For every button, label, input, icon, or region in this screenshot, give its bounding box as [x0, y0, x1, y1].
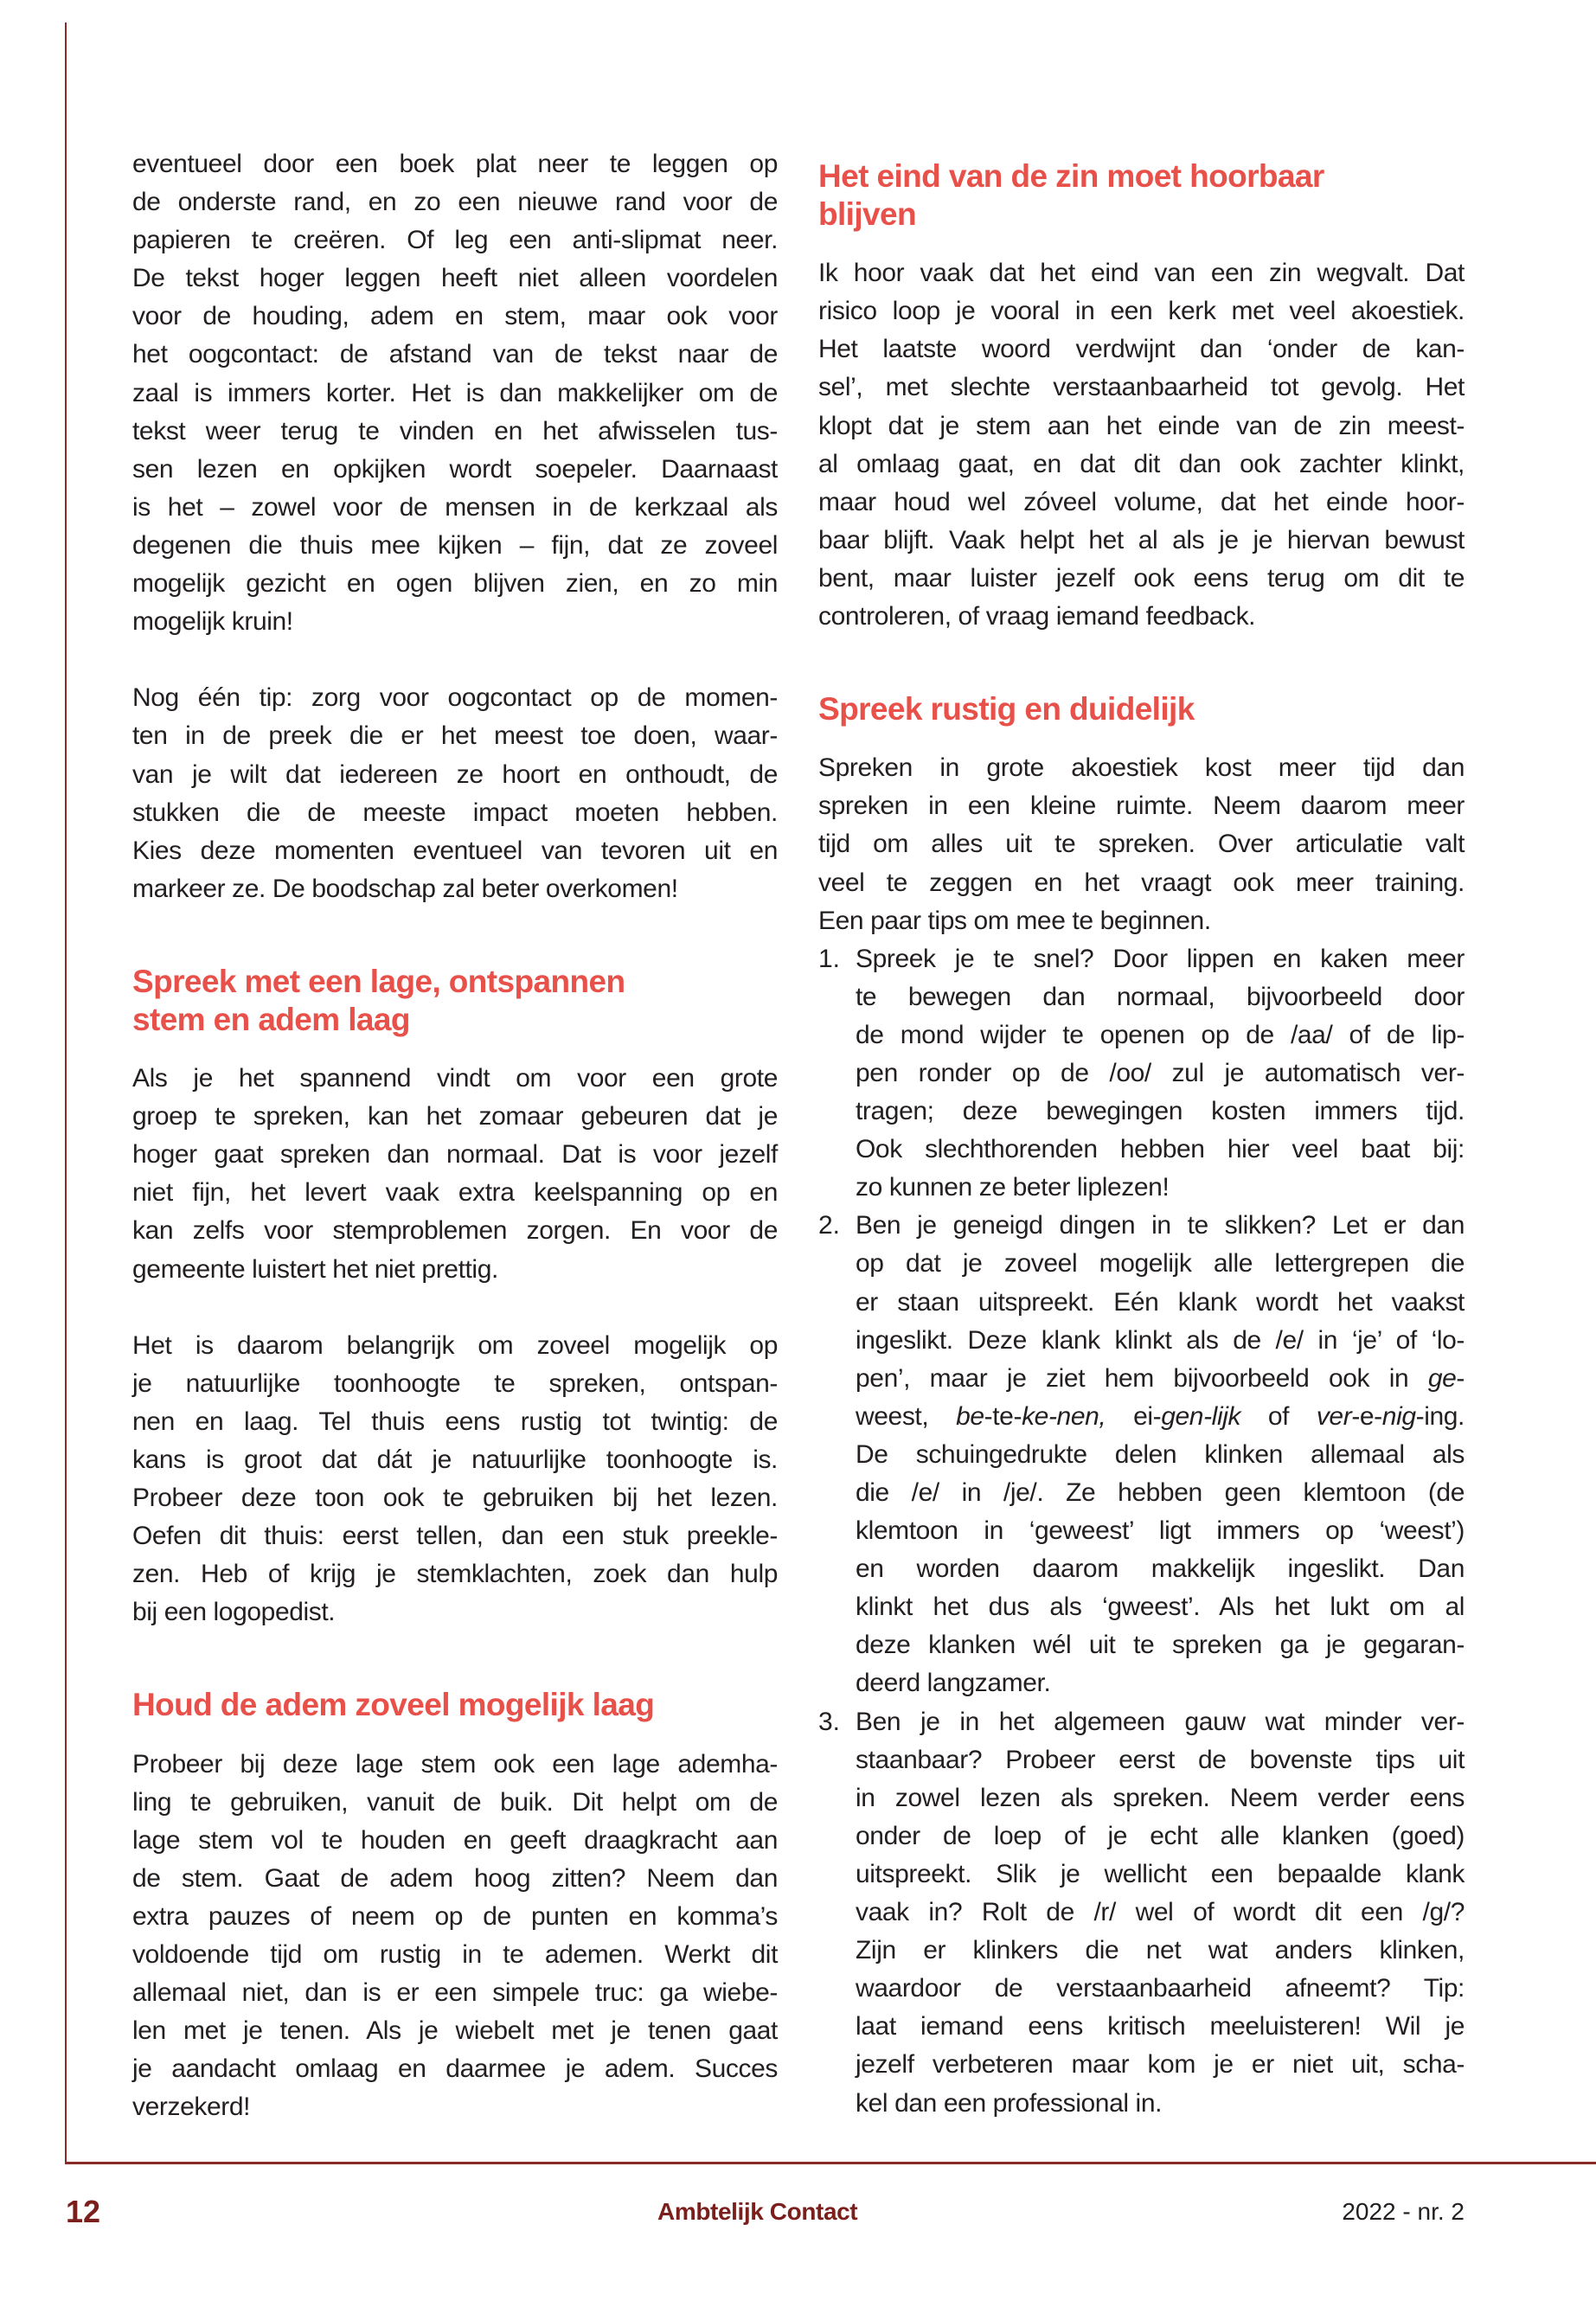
numbered-list	[818, 940, 1465, 2123]
text-line: tijd om alles uit te spreken. Over articulatie valt	[818, 830, 1465, 859]
text-line: spreken in een kleine ruimte. Neem daarom meer	[818, 792, 1465, 821]
italic-segment: be	[956, 1401, 984, 1431]
text-line: pen ronder op de /oo/ zul je automatisch ver-	[856, 1058, 1465, 1087]
paragraph	[132, 679, 778, 908]
text-line: Het laatste woord verdwijnt dan ‘onder de kan-	[818, 335, 1465, 364]
text-line: mogelijk gezicht en ogen blijven zien, en zo min	[132, 569, 778, 599]
text-line: De schuingedrukte delen klinken allemaal als	[856, 1439, 1465, 1469]
right-column	[818, 145, 1465, 2123]
text-line: verzekerd!	[132, 2093, 251, 2122]
list-item	[818, 1207, 1465, 1702]
text-line: deze klanken wél uit te spreken ga je gegaran-	[856, 1631, 1465, 1660]
text-line: staanbaar? Probeer eerst de bovenste tips uit	[856, 1745, 1465, 1774]
text-line: allemaal niet, dan is er een simpele truc: ga wiebe-	[132, 1978, 778, 2008]
paragraph	[132, 1327, 778, 1632]
text-line: laat iemand eens kritisch meeluisteren! Wil je	[856, 2012, 1465, 2041]
text-segment: weest,	[856, 1401, 957, 1431]
left-column	[132, 145, 778, 2127]
text-line: zen. Heb of krijg je stemklachten, zoek dan hulp	[132, 1560, 778, 1589]
italic-segment: ver	[1316, 1401, 1352, 1431]
text-line: eventueel door een boek plat neer te leggen op	[132, 150, 778, 178]
text-line: nen en laag. Tel thuis eens rustig tot twintig: de	[132, 1407, 778, 1436]
text-line: ling te gebruiken, vanuit de buik. Dit helpt om de	[132, 1787, 778, 1817]
text-line: die /e/ in /je/. Ze hebben geen klemtoon (de	[856, 1478, 1465, 1507]
text-line: Ben je in het algemeen gauw wat minder ver-	[856, 1707, 1465, 1736]
text-line: tekst weer terug te vinden en het afwisselen tus-	[132, 416, 778, 445]
list-number: 2.	[818, 1211, 841, 1240]
text-line: tragen; deze bewegingen kosten immers tijd.	[856, 1097, 1465, 1126]
section-heading	[132, 1686, 778, 1724]
text-segment: ei-	[1106, 1401, 1162, 1431]
text-line: papieren te creëren. Of leg een anti-slipmat neer.	[132, 226, 778, 255]
text-line: Spreken in grote akoestiek kost meer tijd dan	[818, 753, 1465, 783]
text-segment: pen’, maar je ziet hem bijvoorbeeld ook in	[856, 1363, 1428, 1393]
list-item	[818, 940, 1465, 1208]
magazine-title: Ambtelijk Contact	[657, 2198, 858, 2225]
text-line: in zowel lezen als spreken. Neem verder eens	[856, 1783, 1465, 1812]
text-line: sel’, met slechte verstaanbaarheid tot gevolg. Het	[818, 373, 1465, 402]
text-line: maar houd wel zóveel volume, dat het einde hoor-	[818, 487, 1465, 516]
text-line: risico loop je vooral in een kerk met veel akoestiek.	[818, 297, 1465, 326]
text-line: markeer ze. De boodschap zal beter overkomen!	[132, 874, 678, 903]
text-line: ten in de preek die er het meest toe doen, waar-	[132, 721, 778, 751]
text-line: Nog één tip: zorg voor oogcontact op de momen-	[132, 683, 778, 713]
italic-segment: gen-lijk	[1161, 1401, 1241, 1431]
text-line: en worden daarom makkelijk ingeslikt. Dan	[856, 1554, 1465, 1584]
section-heading	[818, 157, 1465, 234]
text-segment: of	[1240, 1401, 1317, 1431]
text-line: er staan uitspreekt. Eén klank wordt het vaakst	[856, 1287, 1465, 1317]
text-line: te bewegen dan normaal, bijvoorbeeld door	[856, 982, 1465, 1011]
text-line: Ben je geneigd dingen in te slikken? Let er dan	[856, 1211, 1465, 1240]
text-line: Een paar tips om mee te beginnen.	[818, 906, 1211, 935]
heading-line: Spreek met een lage, ontspannen	[132, 963, 625, 999]
text-line: waardoor de verstaanbaarheid afneemt? Tip:	[856, 1974, 1465, 2003]
text-line: is het – zowel voor de mensen in de kerkzaal als	[132, 492, 778, 522]
text-line: jezelf verbeteren maar kom je er niet uit, scha-	[856, 2050, 1465, 2080]
text-line: controleren, of vraag iemand feedback.	[818, 602, 1256, 631]
text-line	[856, 1398, 1465, 1436]
text-line: onder de loep of je echt alle klanken (goed)	[856, 1821, 1465, 1850]
text-line: len met je tenen. Als je wiebelt met je tenen gaat	[132, 2016, 778, 2046]
heading-line: Spreek rustig en duidelijk	[818, 691, 1195, 727]
heading-line: stem en adem laag	[132, 1001, 410, 1037]
italic-segment: nig	[1381, 1401, 1416, 1431]
text-line: je aandacht omlaag en daarmee je adem. Succes	[132, 2054, 778, 2084]
paragraph	[132, 1746, 778, 2127]
text-line: voldoende tijd om rustig in te ademen. Werkt dit	[132, 1940, 778, 1970]
text-line: veel te zeggen en het vraagt ook meer training.	[818, 868, 1465, 897]
heading-line: blijven	[818, 196, 916, 233]
paragraph	[818, 254, 1465, 636]
text-line: De tekst hoger leggen heeft niet alleen voordelen	[132, 264, 778, 293]
text-segment: -e-	[1351, 1401, 1382, 1431]
left-margin-rule	[65, 22, 67, 2163]
text-line: Spreek je te snel? Door lippen en kaken meer	[856, 944, 1465, 973]
text-line: niet fijn, het levert vaak extra keelspanning op en	[132, 1178, 778, 1208]
text-line: kan zelfs voor stemproblemen zorgen. En voor de	[132, 1216, 778, 1246]
text-line: je natuurlijke toonhoogte te spreken, ontspan-	[132, 1368, 778, 1398]
text-line: al omlaag gaat, en dat dit dan ook zachter klinkt,	[818, 449, 1465, 478]
text-line: ingeslikt. Deze klank klinkt als de /e/ in ‘je’ of ‘lo-	[856, 1325, 1465, 1355]
text-line: mogelijk kruin!	[132, 607, 293, 637]
text-line: deerd langzamer.	[856, 1669, 1051, 1698]
text-line: de mond wijder te openen op de /aa/ of de lip-	[856, 1020, 1465, 1049]
text-line: Ook slechthorenden hebben hier veel baat bij:	[856, 1135, 1465, 1164]
text-line: bij een logopedist.	[132, 1598, 336, 1627]
italic-segment: ke-nen,	[1022, 1401, 1106, 1431]
text-line: degenen die thuis mee kijken – fijn, dat ze zoveel	[132, 530, 778, 560]
list-number: 3.	[818, 1707, 841, 1736]
text-line: zaal is immers korter. Het is dan makkelijker om de	[132, 378, 778, 407]
paragraph	[818, 749, 1465, 939]
paragraph	[132, 145, 778, 641]
text-line: Als je het spannend vindt om voor een grote	[132, 1064, 778, 1093]
text-line: hoger gaat spreken dan normaal. Dat is voor jezelf	[132, 1140, 778, 1170]
text-line: kel dan een professional in.	[856, 2088, 1163, 2118]
text-line: groep te spreken, kan het zomaar gebeuren dat je	[132, 1102, 778, 1131]
text-line	[856, 1360, 1465, 1398]
text-line: kans is groot dat dát je natuurlijke toonhoogte is.	[132, 1445, 778, 1474]
text-segment: -	[1456, 1363, 1465, 1393]
heading-line: Houd de adem zoveel mogelijk laag	[132, 1687, 655, 1723]
text-line: voor de houding, adem en stem, maar ook voor	[132, 302, 778, 331]
text-line: klemtoon in ‘geweest’ ligt immers op ‘weest’)	[856, 1516, 1465, 1546]
text-line: klinkt het dus als ‘gweest’. Als het lukt om al	[856, 1593, 1465, 1622]
text-line: Zijn er klinkers die net wat anders klinken,	[856, 1936, 1465, 1965]
text-line: op dat je zoveel mogelijk alle lettergrepen die	[856, 1249, 1465, 1279]
list-number: 1.	[818, 944, 841, 973]
section-heading	[132, 963, 778, 1039]
paragraph	[132, 1060, 778, 1289]
footer-rule	[65, 2162, 1596, 2164]
text-line: vaak in? Rolt de /r/ wel of wordt dit een /g/?	[856, 1898, 1465, 1927]
text-line: extra pauzes of neem op de punten en komma’s	[132, 1901, 778, 1931]
text-line: Probeer bij deze lage stem ook een lage ademha-	[132, 1749, 778, 1779]
text-line: het oogcontact: de afstand van de tekst naar de	[132, 340, 778, 369]
text-segment: -te-	[984, 1401, 1022, 1431]
text-line: uitspreekt. Slik je wellicht een bepaalde klank	[856, 1859, 1465, 1888]
list-item	[818, 1703, 1465, 2123]
text-line: Kies deze momenten eventueel van tevoren uit en	[132, 836, 778, 865]
page-number: 12	[66, 2194, 101, 2229]
text-line: Ik hoor vaak dat het eind van een zin wegvalt. Dat	[818, 259, 1465, 288]
text-line: baar blijft. Vaak helpt het al als je je hiervan bewust	[818, 525, 1465, 554]
text-line: Het is daarom belangrijk om zoveel mogelijk op	[132, 1330, 778, 1360]
text-segment: -ing.	[1415, 1401, 1465, 1431]
text-line: bent, maar luister jezelf ook eens terug om dit te	[818, 563, 1465, 593]
text-line: klopt dat je stem aan het einde van de zin meest-	[818, 411, 1465, 440]
text-line: de stem. Gaat de adem hoog zitten? Neem dan	[132, 1863, 778, 1893]
text-line: van je wilt dat iedereen ze hoort en onthoudt, de	[132, 760, 778, 789]
text-line: gemeente luistert het niet prettig.	[132, 1254, 498, 1284]
text-line: de onderste rand, en zo een nieuwe rand voor de	[132, 188, 778, 217]
issue-label: 2022 - nr. 2	[1342, 2198, 1465, 2225]
text-line: lage stem vol te houden en geeft draagkracht aan	[132, 1825, 778, 1855]
text-line: Oefen dit thuis: eerst tellen, dan een stuk preekle-	[132, 1522, 778, 1551]
text-line: zo kunnen ze beter liplezen!	[856, 1173, 1170, 1202]
text-line: sen lezen en opkijken wordt soepeler. Daarnaast	[132, 454, 778, 484]
text-line: stukken die de meeste impact moeten hebben.	[132, 798, 778, 827]
italic-segment: ge	[1427, 1363, 1457, 1393]
section-heading	[818, 690, 1465, 728]
text-line: Probeer deze toon ook te gebruiken bij het lezen.	[132, 1484, 778, 1513]
heading-line: Het eind van de zin moet hoorbaar	[818, 158, 1324, 194]
